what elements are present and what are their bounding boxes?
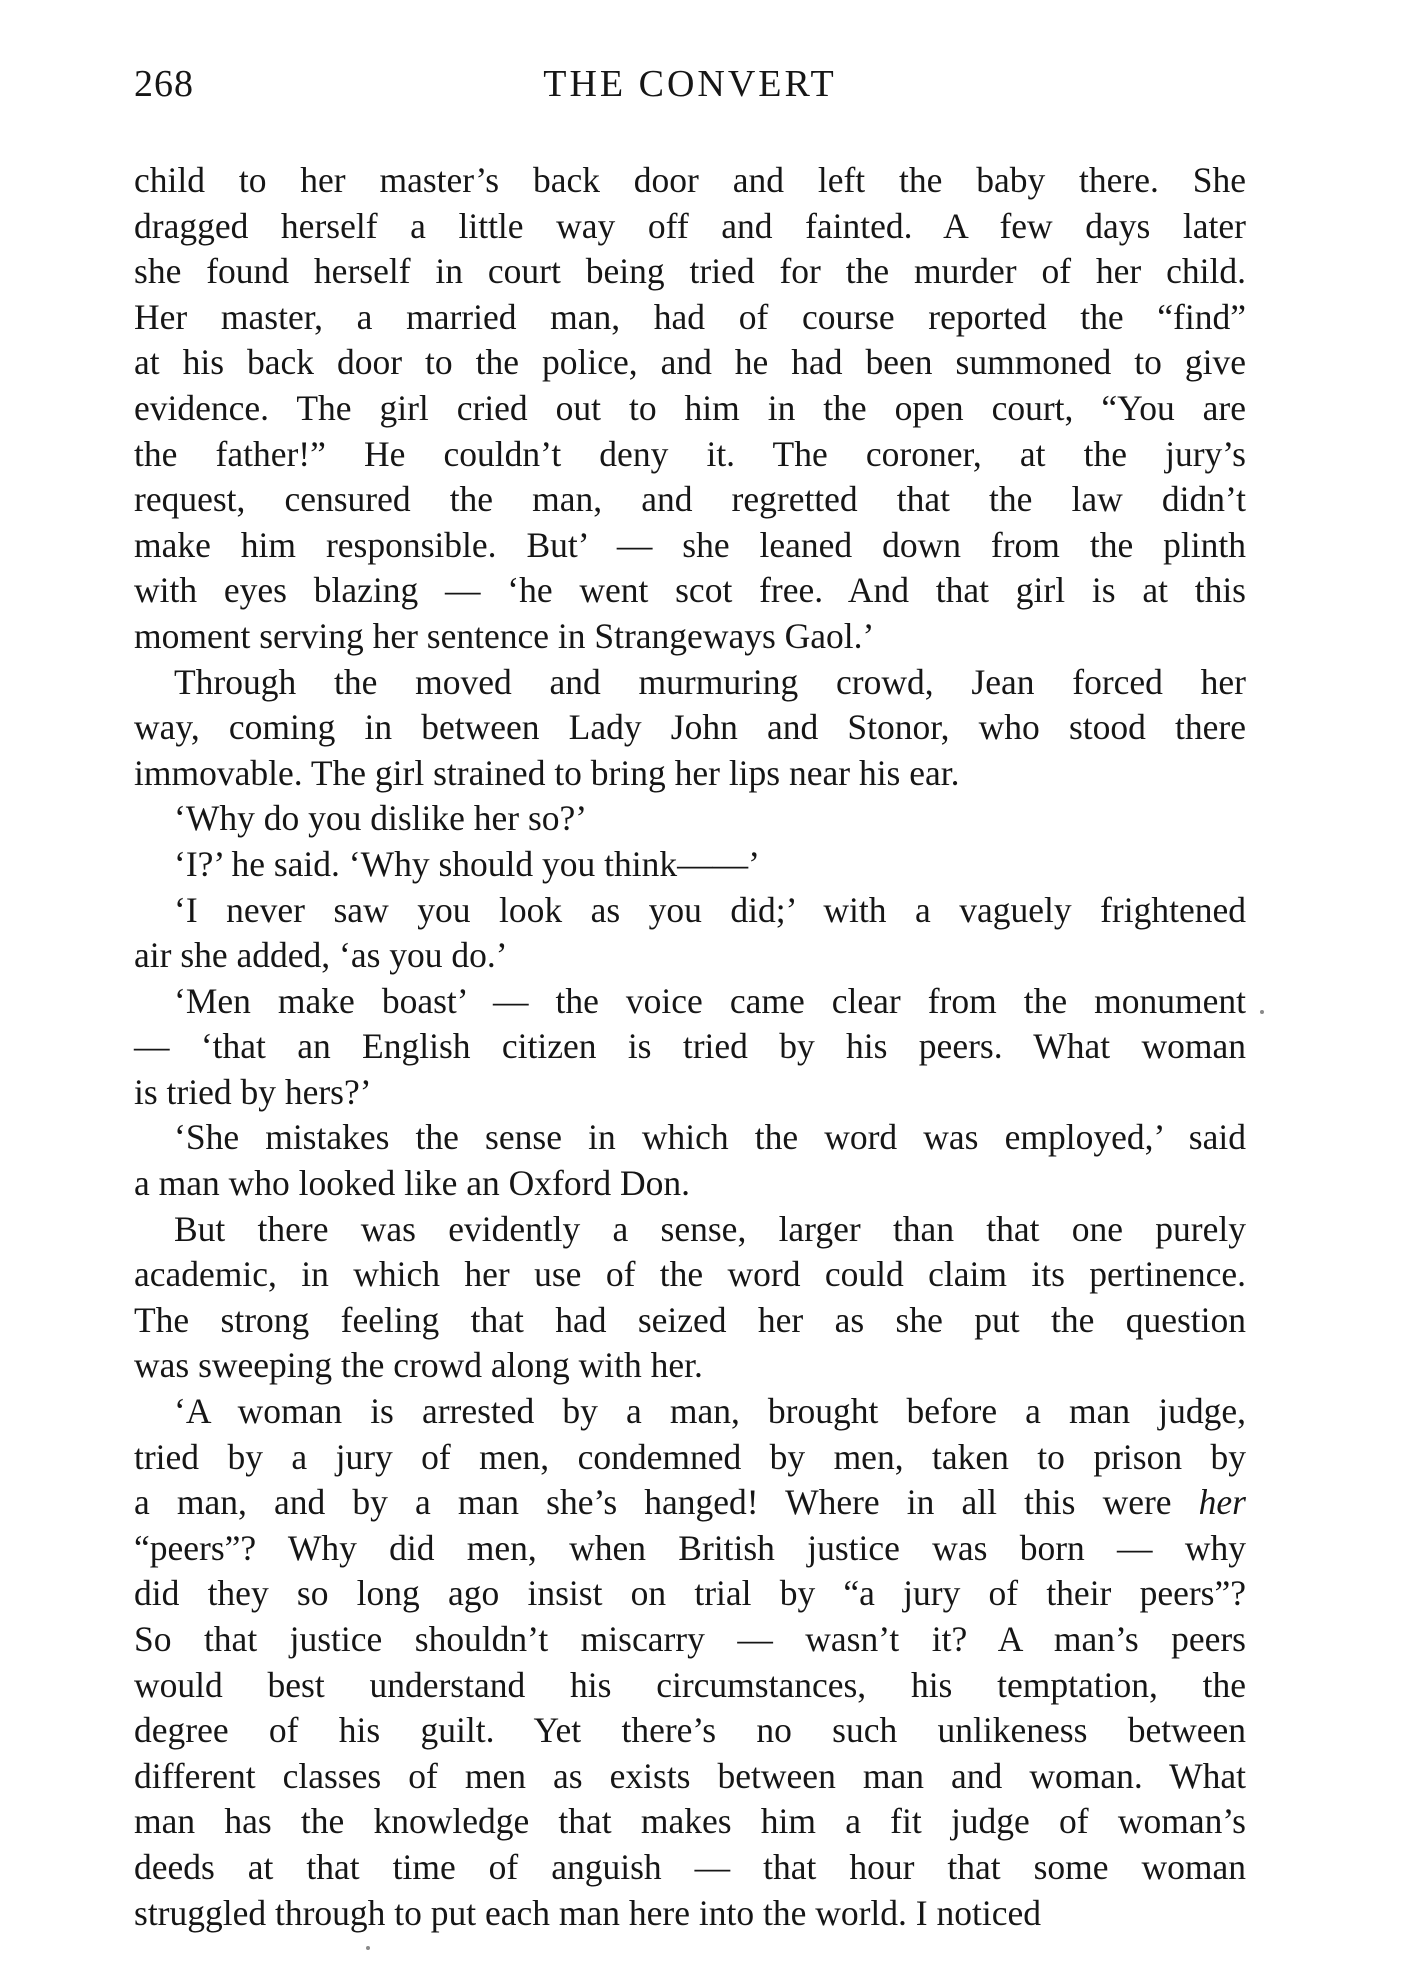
text-line: air she added, ‘as you do.’ (134, 935, 508, 976)
page-header (134, 62, 1246, 112)
paragraph (134, 1207, 1246, 1389)
text-line: ‘Why do you dislike her so?’ (174, 798, 588, 839)
text-line: did they so long ago insist on trial by “a jury of their peers”? (134, 1573, 1246, 1614)
text-line: way, coming in between Lady John and Stonor, who stood there (134, 707, 1246, 748)
text-line: is tried by hers?’ (134, 1071, 372, 1112)
text-line: “peers”? Why did men, when British justice was born — why (134, 1527, 1246, 1568)
text-line: struggled through to put each man here into the world. I noticed (134, 1892, 1041, 1933)
running-title: THE CONVERT (543, 63, 837, 105)
text-line: child to her master’s back door and left the baby there. She (134, 160, 1246, 200)
text-line: dragged herself a little way off and fainted. A few days later (134, 205, 1246, 246)
text-line: deeds at that time of anguish — that hour that some woman (134, 1846, 1246, 1887)
text-line: would best understand his circumstances, his temptation, the (134, 1664, 1246, 1705)
text-line: But there was evidently a sense, larger than that one purely (174, 1208, 1246, 1249)
text-line: moment serving her sentence in Strangeways Gaol.’ (134, 615, 875, 656)
scan-speck (1260, 1010, 1264, 1014)
text-line: ‘A woman is arrested by a man, brought before a man judge, (174, 1391, 1246, 1432)
text-line: evidence. The girl cried out to him in the open court, “You are (134, 387, 1246, 428)
text-line: with eyes blazing — ‘he went scot free. And that girl is at this (134, 570, 1246, 611)
text-line: ‘I never saw you look as you did;’ with a vaguely frightened (174, 889, 1246, 930)
page-number: 268 (134, 63, 194, 105)
text-line: The strong feeling that had seized her as she put the question (134, 1299, 1246, 1340)
paragraph (134, 1115, 1246, 1206)
paragraph (134, 979, 1246, 1116)
text-line: Through the moved and murmuring crowd, Jean forced her (174, 661, 1246, 702)
text-line: ‘She mistakes the sense in which the word was employed,’ said (174, 1117, 1246, 1158)
paragraph (134, 888, 1246, 979)
text-line: degree of his guilt. Yet there’s no such unlikeness between (134, 1710, 1246, 1751)
text-line: man has the knowledge that makes him a fit judge of woman’s (134, 1801, 1246, 1842)
scan-speck (366, 1946, 370, 1950)
text-line: the father!” He couldn’t deny it. The coroner, at the jury’s (134, 433, 1246, 474)
text-line: make him responsible. But’ — she leaned down from the plinth (134, 524, 1246, 565)
paragraph (134, 796, 1246, 842)
text-line: — ‘that an English citizen is tried by his peers. What woman (134, 1026, 1246, 1067)
text-line: she found herself in court being tried for the murder of her child. (134, 251, 1246, 292)
text-line: was sweeping the crowd along with her. (134, 1345, 703, 1386)
text-line: a man who looked like an Oxford Don. (134, 1163, 691, 1204)
text-line: So that justice shouldn’t miscarry — wasn’t it? A man’s peers (134, 1619, 1246, 1659)
text-line: at his back door to the police, and he had been summoned to give (134, 342, 1246, 383)
text-line: tried by a jury of men, condemned by men, taken to prison by (134, 1436, 1246, 1477)
text-line: academic, in which her use of the word could claim its pertinence. (134, 1254, 1246, 1295)
paragraph (134, 842, 1246, 888)
paragraph (134, 1389, 1246, 1936)
text-line: Her master, a married man, had of course reported the “find” (134, 296, 1246, 337)
text-line: immovable. The girl strained to bring her lips near his ear. (134, 752, 960, 793)
paragraph (134, 660, 1246, 797)
body-text (134, 158, 1246, 1936)
text-line: ‘I?’ he said. ‘Why should you think——’ (174, 843, 760, 884)
text-line: a man, and by a man she’s hanged! Where in all this were her (134, 1482, 1246, 1523)
paragraph (134, 158, 1246, 660)
text-line: request, censured the man, and regretted that the law didn’t (134, 479, 1246, 520)
text-line: ‘Men make boast’ — the voice came clear from the monument (174, 980, 1246, 1021)
text-line: different classes of men as exists between man and woman. What (134, 1755, 1246, 1796)
